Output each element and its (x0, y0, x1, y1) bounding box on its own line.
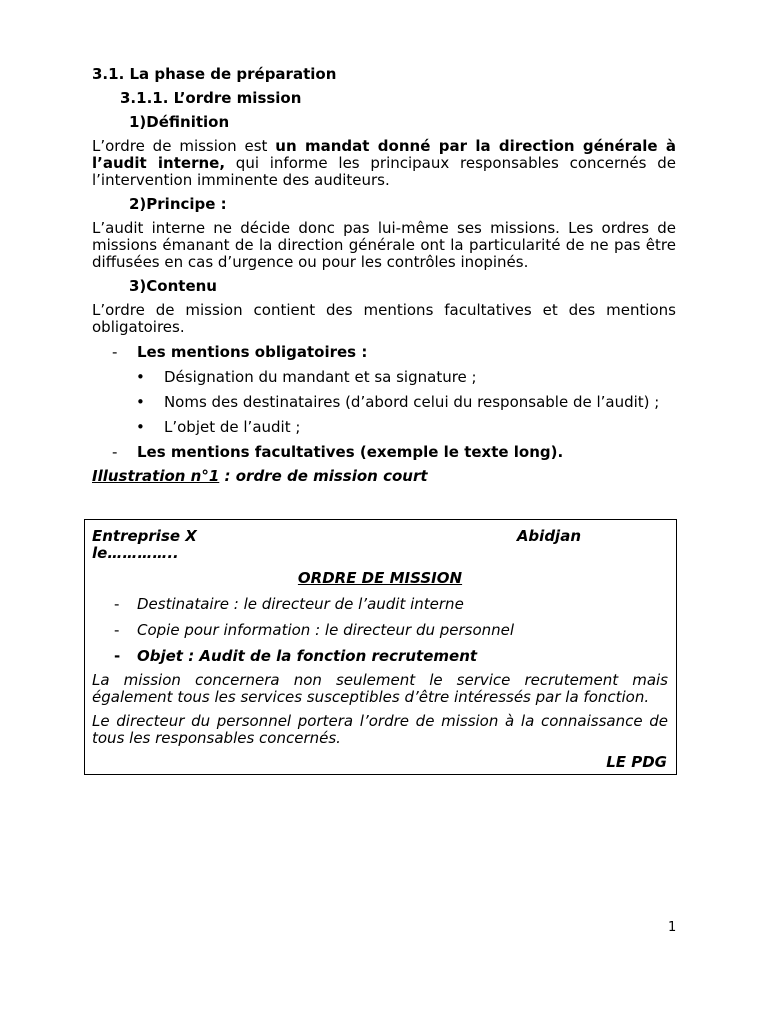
objet-text: Objet : Audit de la fonction recrutement (137, 647, 478, 665)
box-title: ORDRE DE MISSION (297, 569, 463, 587)
box-list-item (92, 648, 668, 665)
bullet-item (92, 369, 676, 386)
destinataire-text: Destinataire : le directeur de l’audit interne (137, 595, 464, 613)
date-line: le………….. (92, 544, 179, 562)
signature: LE PDG (606, 753, 667, 771)
bullet-icon: • (136, 368, 145, 386)
definition-text-bold: un mandat donné par la direction générale à l’audit interne, (92, 137, 676, 172)
dash-marker: - (114, 621, 120, 639)
bullet-text: Désignation du mandant et sa signature ; (164, 368, 477, 386)
illustration-title: : ordre de mission court (219, 467, 428, 485)
obligatoires-title: Les mentions obligatoires : (137, 343, 368, 361)
box-list-item (92, 596, 668, 613)
bullet-text (136, 394, 676, 411)
dash-marker: - (114, 595, 120, 613)
heading-principe: 2)Principe : (129, 195, 227, 213)
illustration-label: Illustration n°1 (92, 467, 220, 485)
bullet-icon: • (136, 393, 145, 411)
dash-marker: - (114, 647, 121, 665)
heading-section: 3.1. La phase de préparation (92, 65, 337, 83)
box-paragraph-1: La mission concernera non seulement le service recrutement mais également tous les services susceptibles d’être intéressés par la fonction. (92, 671, 668, 706)
city-name: Abidjan (516, 527, 581, 545)
heading-definition: 1)Définition (129, 113, 230, 131)
box-list-item (92, 622, 668, 639)
definition-paragraph (92, 138, 676, 189)
heading-contenu: 3)Contenu (129, 277, 217, 295)
bullet-icon: • (136, 418, 145, 436)
bullet-text-content: Noms des destinataires (d’abord celui du responsable de l’audit) ; (163, 393, 660, 411)
document-body (92, 66, 676, 485)
facultatives-title: Les mentions facultatives (exemple le texte long). (137, 443, 564, 461)
dash-marker: - (112, 343, 118, 361)
box-header-row (92, 528, 668, 545)
bullet-item (92, 419, 676, 436)
principe-paragraph: L’audit interne ne décide donc pas lui-même ses missions. Les ordres de missions émanant de la direction générale ont la particularité de ne pas être diffusées en cas d’urgence ou pour les contrôles inopinés. (92, 219, 676, 271)
contenu-paragraph: L’ordre de mission contient des mentions facultatives et des mentions obligatoires. (92, 301, 676, 336)
list-item-obligatoires (92, 344, 676, 361)
box-paragraph-2: Le directeur du personnel portera l’ordre de mission à la connaissance de tous les responsables concernés. (92, 712, 668, 747)
copie-text: Copie pour information : le directeur du personnel (137, 621, 515, 639)
mission-order-box (84, 519, 677, 775)
dash-marker: - (112, 443, 118, 461)
list-item-facultatives (92, 444, 676, 461)
company-name: Entreprise X (92, 527, 197, 545)
definition-text-end: qui informe les principaux responsables concernés de l’intervention imminente des auditeurs. (92, 154, 676, 189)
page-number: 1 (668, 920, 677, 935)
illustration-caption (92, 468, 676, 485)
definition-text-start: L’ordre de mission est (92, 137, 276, 155)
bullet-item (92, 394, 676, 411)
heading-subsection: 3.1.1. L’ordre mission (120, 89, 302, 107)
bullet-text: L’objet de l’audit ; (164, 418, 301, 436)
